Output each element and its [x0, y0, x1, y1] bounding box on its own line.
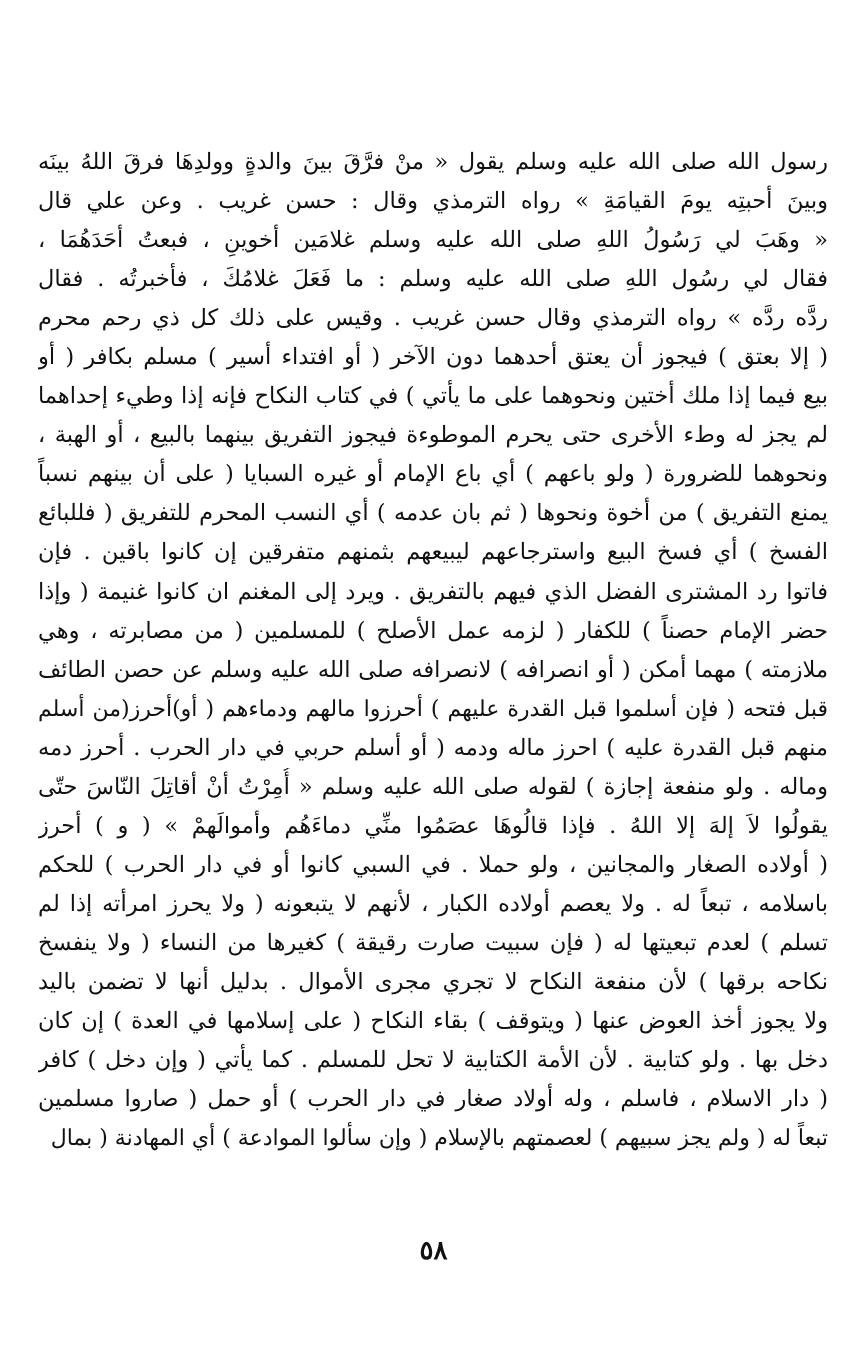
text-line: ونحوهما للضرورة ( ولو باعهم ) أي باع الإمام أو غيره السبايا ( على أن بينهم نسباً — [38, 461, 828, 488]
text-line: بيع فيما إذا ملك أختين ونحوهما على ما يأتي ) في كتاب النكاح فإنه إذا وطيء إحداهما — [38, 383, 828, 410]
text-line: رسول الله صلى الله عليه وسلم يقول « منْ فرَّقَ بينَ والدةٍ وولدِهَا فرقَ اللهُ بينَه — [38, 149, 828, 175]
body-text — [38, 143, 828, 1158]
text-line: وماله . ولو منفعة إجازة ) لقوله صلى الله عليه وسلم « أُمِرْتُ أنْ أقاتِلَ النّاسَ حتّى — [38, 773, 828, 800]
text-line: ( إلا بعتق ) فيجوز أن يعتق أحدهما دون الآخر ( أو افتداء أسير ) مسلم بكافر ( أو — [38, 344, 828, 371]
text-line: لم يجز له وطء الأخرى حتى يحرم الموطوءة فيجوز التفريق بينهما بالبيع ، أو الهبة ، — [38, 422, 828, 449]
text-line: يقولُوا لاَ إلهَ إلا اللهُ . فإذا قالُوهَا عصَمُوا منِّي دماءَهُم وأموالَهمْ » ( و ) أحرز — [38, 812, 828, 839]
text-line: منهم قبل القدرة عليه ) احرز ماله ودمه ( أو أسلم حربي في دار الحرب . أحرز دمه — [38, 734, 828, 761]
text-line: ( دار الاسلام ، فاسلم ، وله أولاد صغار في دار الحرب ) أو حمل ( صاروا مسلمين — [38, 1086, 828, 1113]
text-line: تسلم ) لعدم تبعيتها له ( فإن سبيت صارت رقيقة ) كغيرها من النساء ( ولا ينفسخ — [38, 929, 828, 956]
text-line: باسلامه ، تبعاً له . ولا يعصم أولاده الكبار ، لأنهم لا يتبعونه ( ولا يحرز امرأته إذا لم — [38, 890, 828, 917]
text-line: الفسخ ) أي فسخ البيع واسترجاعهم ليبيعهم بثمنهم متفرقين إن كانوا باقين . فإن — [38, 539, 828, 566]
text-line: فقال لي رسُول اللهِ صلى الله عليه وسلم : ما فَعَلَ غلامُكَ ، فأخبرتُه . فقال — [38, 266, 828, 293]
text-line: حضر الإمام حصناً ) للكفار ( لزمه عمل الأصلح ) للمسلمين ( من مصابرته ، وهي — [38, 617, 828, 644]
text-line: « وهَبَ لي رَسُولُ اللهِ صلى الله عليه وسلم غلامَين أخوينِ ، فبعتُ أحَدَهُمَا ، — [38, 227, 828, 254]
text-line: قبل فتحه ( فإن أسلموا قبل القدرة عليهم ) أحرزوا مالهم ودماءهم ( أو)أحرز(من أسلم — [38, 696, 828, 722]
page-number: ٥٨ — [419, 1236, 448, 1266]
text-line: يمنع التفريق ) من أخوة ونحوها ( ثم بان عدمه ) أي النسب المحرم للتفريق ( فللبائع — [38, 500, 828, 527]
text-line: ( أولاده الصغار والمجانين ، ولو حملا . في السبي كانوا أو في دار الحرب ) للحكم — [38, 851, 828, 878]
text-line: دخل بها . ولو كتابية . لأن الأمة الكتابية لا تحل للمسلم . كما يأتي ( وإن دخل ) كافر — [38, 1047, 828, 1074]
text-line: تبعاً له ( ولم يجز سبيهم ) لعصمتهم بالإسلام ( وإن سألوا الموادعة ) أي المهادنة ( بمال — [50, 1126, 828, 1152]
text-line: ملازمته ) مهما أمكن ( أو انصرافه ) لانصرافه صلى الله عليه وسلم عن حصن الطائف — [38, 656, 828, 683]
text-line: ولا يجوز أخذ العوض عنها ( ويتوقف ) بقاء النكاح ( على إسلامها في العدة ) إن كان — [38, 1008, 828, 1035]
text-line: نكاحه برقها ) لأن منفعة النكاح لا تجري مجرى الأموال . بدليل أنها لا تضمن باليد — [38, 968, 828, 995]
text-line: وبينَ أحبتِه يومَ القيامَةِ » رواه الترمذي وقال : حسن غريب . وعن علي قال — [38, 188, 828, 215]
text-line: فاتوا رد المشترى الفضل الذي فيهم بالتفريق . ويرد إلى المغنم ان كانوا غنيمة ( وإذا — [38, 578, 828, 605]
text-line: ردَّه ردَّه » رواه الترمذي وقال حسن غريب . وقيس على ذلك كل ذي رحم محرم — [38, 305, 828, 332]
